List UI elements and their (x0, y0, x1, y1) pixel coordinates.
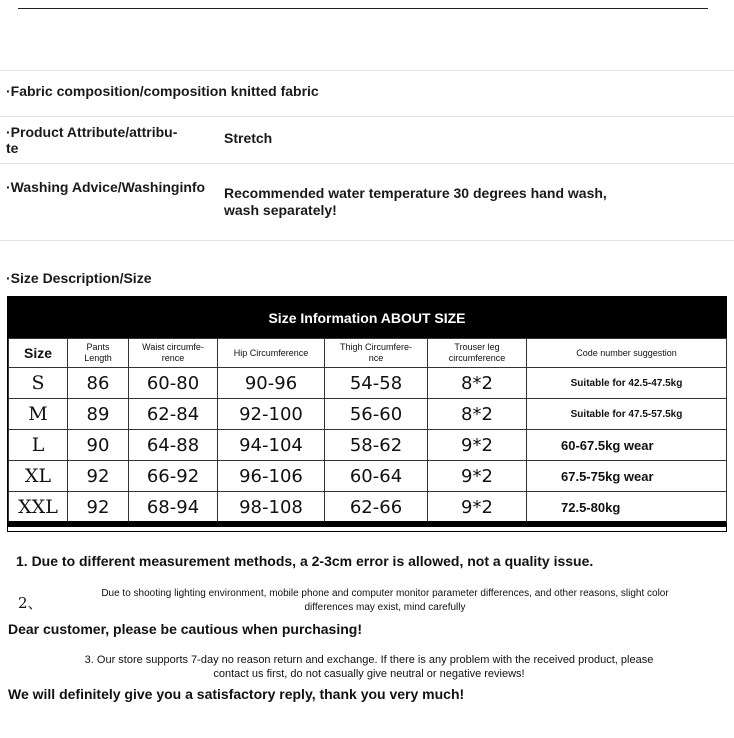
divider (0, 116, 734, 117)
cell-code: 72.5-80kg (527, 492, 727, 523)
table-row (9, 399, 727, 430)
thank-you-text: We will definitely give you a satisfactory reply, thank you very much! (8, 686, 465, 702)
washing-advice-value-line1: Recommended water temperature 30 degrees hand wash, (224, 185, 607, 201)
note-return-policy-line2: contact us first, do not casually give neutral or negative reviews! (213, 668, 525, 680)
cell-size: S (9, 368, 68, 399)
cell-size: XL (9, 461, 68, 492)
cell-leg: 8*2 (428, 399, 527, 430)
cell-length: 89 (68, 399, 129, 430)
size-grid (8, 338, 726, 523)
table-row (9, 430, 727, 461)
divider (0, 240, 734, 241)
col-header-trouser-leg: Trouser leg circumference (428, 339, 527, 368)
cell-thigh: 54-58 (325, 368, 428, 399)
size-table-title: Size Information ABOUT SIZE (8, 297, 726, 338)
cell-thigh: 56-60 (325, 399, 428, 430)
product-attribute-label-line1: ·Product Attribute/attribu- (6, 124, 178, 140)
cell-waist: 60-80 (129, 368, 218, 399)
cell-hip: 92-100 (218, 399, 325, 430)
cell-size: L (9, 430, 68, 461)
note-color-difference-line2: differences may exist, mind carefully (304, 602, 466, 613)
table-row (9, 368, 727, 399)
divider (0, 70, 734, 71)
top-divider (18, 8, 708, 9)
note-return-policy-line1: 3. Our store supports 7-day no reason return and exchange. If there is any problem with the received product, please (84, 654, 654, 666)
note-return-policy (24, 653, 714, 681)
cell-hip: 94-104 (218, 430, 325, 461)
product-attribute-value: Stretch (224, 130, 273, 146)
cell-length: 92 (68, 492, 129, 523)
size-table-header-row (9, 339, 727, 368)
note-color-difference (40, 587, 730, 615)
size-table (7, 296, 727, 532)
cell-size: M (9, 399, 68, 430)
col-header-thigh: Thigh Circumfere- nce (325, 339, 428, 368)
cell-waist: 62-84 (129, 399, 218, 430)
cell-waist: 68-94 (129, 492, 218, 523)
cell-thigh: 60-64 (325, 461, 428, 492)
cell-code: Suitable for 47.5-57.5kg (527, 399, 727, 430)
cell-code: 60-67.5kg wear (527, 430, 727, 461)
table-row (9, 492, 727, 523)
cell-hip: 98-108 (218, 492, 325, 523)
washing-advice-label: ·Washing Advice/Washinginfo (6, 179, 206, 195)
cell-leg: 8*2 (428, 368, 527, 399)
cell-length: 92 (68, 461, 129, 492)
washing-advice-value-line2: wash separately! (224, 202, 337, 218)
cell-hip: 96-106 (218, 461, 325, 492)
cell-length: 86 (68, 368, 129, 399)
table-row (9, 461, 727, 492)
cell-leg: 9*2 (428, 430, 527, 461)
table-bottom-bar (8, 521, 726, 527)
divider (0, 163, 734, 164)
note-2-number: 2、 (18, 594, 43, 612)
cell-hip: 90-96 (218, 368, 325, 399)
col-header-code-suggestion: Code number suggestion (527, 339, 727, 368)
caution-text: Dear customer, please be cautious when purchasing! (8, 621, 362, 637)
size-description-heading: ·Size Description/Size (6, 270, 152, 286)
fabric-label: ·Fabric composition/composition knitted fabric (6, 83, 319, 99)
cell-thigh: 62-66 (325, 492, 428, 523)
cell-length: 90 (68, 430, 129, 461)
col-header-size: Size (9, 339, 68, 368)
cell-leg: 9*2 (428, 461, 527, 492)
cell-waist: 66-92 (129, 461, 218, 492)
col-header-pants-length: Pants Length (68, 339, 129, 368)
cell-code: 67.5-75kg wear (527, 461, 727, 492)
note-color-difference-line1: Due to shooting lighting environment, mobile phone and computer monitor parameter differences, and other reasons, slight color (101, 588, 669, 599)
cell-leg: 9*2 (428, 492, 527, 523)
note-measurement-error: 1. Due to different measurement methods, a 2-3cm error is allowed, not a quality issue. (16, 553, 594, 569)
product-attribute-label-line2: te (6, 140, 19, 156)
cell-code: Suitable for 42.5-47.5kg (527, 368, 727, 399)
col-header-waist: Waist circumfe- rence (129, 339, 218, 368)
cell-size: XXL (9, 492, 68, 523)
col-header-hip: Hip Circumference (218, 339, 325, 368)
cell-thigh: 58-62 (325, 430, 428, 461)
cell-waist: 64-88 (129, 430, 218, 461)
